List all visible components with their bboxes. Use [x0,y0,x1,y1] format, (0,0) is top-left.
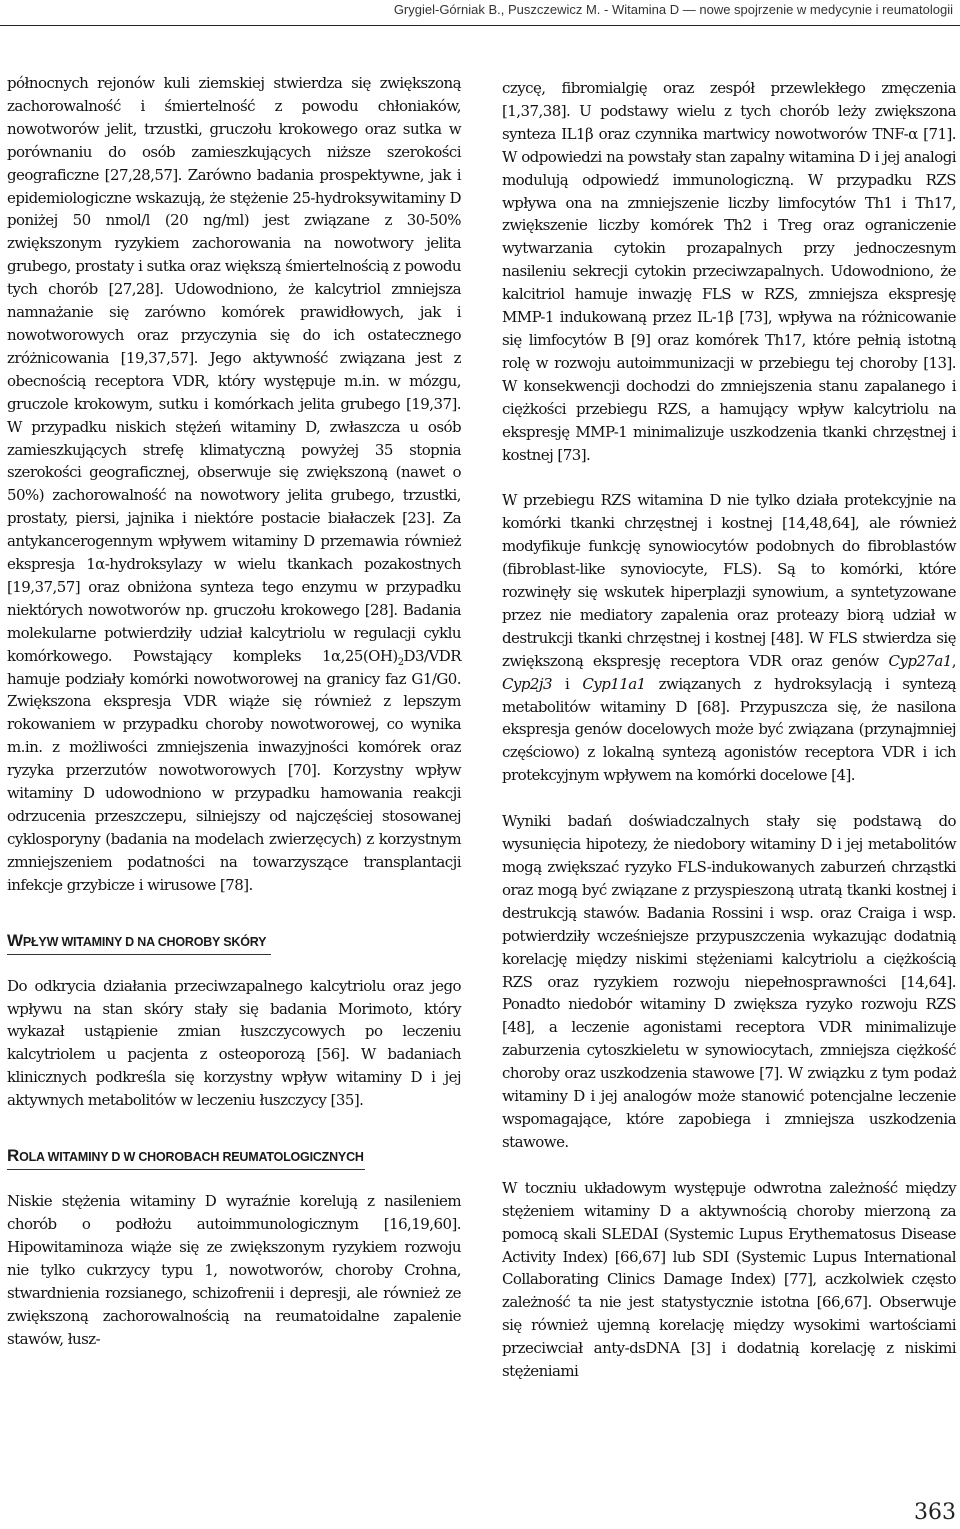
body-paragraph: Wyniki badań doświadczalnych stały się podstawą do wysunięcia hipotezy, że niedobory witaminy D i jej metabolitów mogą zwiększać ryzyko FLS-indukowanych zaburzeń chrząstki oraz mogą być związane z przyspieszoną utratą tkanki kostnej i destrukcją stawów. Badania Rossini i wsp. oraz Craiga i wsp. potwierdziły wcześniejsze przypuszczenia wykazując dodatnią korelację między niskimi stężeniami kalcytriolu a ciężkością RZS oraz ryzykiem rozwoju niepełnosprawności [14,64]. Ponadto niedobór witaminy D zwiększa ryzyko rozwoju RZS [48], a leczenie agonistami receptora VDR minimalizuje zaburzenia cytoszkieletu w synowiocytach, zmniejsza ciężkość choroby oraz uszkodzenia stawowe [7]. W związku z tym podaż witaminy D i jej analogów może stanowić potencjalne leczenie wspomagające, które zapobiega i zmniejsza uszkodzenia stawowe. [502,812,956,1151]
paragraph-text: północnych rejonów kuli ziemskiej stwierdza się zwiększoną zachorowalność i śmiertelność z powodu chłoniaków, nowotworów jelit, trzustki, gruczołu krokowego oraz sutka w porównaniu do osób zamieszkujących niższe szerokości geograficzne [27,28,57]. Zarówno badania prospektywne, jak i epidemiologiczne wskazują, że stężenie 25-hydroksywitaminy D poniżej 50 nmol/l (20 ng/ml) jest związane z 30-50% zwiększonym ryzykiem zachorowania na nowotwory jelita grubego, prostaty i sutka oraz większą śmiertelnością z powodu tych chorób [27,28]. Udowodniono, że kalcytriol zmniejsza namnażanie się zarówno komórek prawidłowych, jak i nowotworowych oraz przyczynia się do ich ostatecznego zróżnicowania [19,37,57]. Jego aktywność związana jest z obecnością receptora VDR, który występuje m.in. w mózgu, gruczole krokowym, sutku i komórkach jelita grubego [19,37]. W przypadku niskich stężeń witaminy D, zwłaszcza u osób zamieszkujących strefę klimatyczną powyżej 35 stopnia szerokości geograficznej, obserwuje się zwiększoną (nawet o 50%) zachorowalność na nowotwory jelita grubego, trzustki, prostaty, piersi, jajnika i niektóre postacie białaczek [23]. Za antykancerogennym wpływem witaminy D przemawia również ekspresja 1α-hydroksylazy w wielu tkankach pozakostnych [19,37,57] oraz obniżona synteza tego enzymu w przypadku niektórych nowotworów np. gruczołu krokowego [28]. Badania molekularne potwierdziły udział kalcytriolu w regulacji cyklu komórkowego. Powstający kompleks 1α,25(OH) [7,74,461,665]
section-heading-rheumatology [7,1146,461,1170]
body-paragraph: czycę, fibromialgię oraz zespół przewlekłego zmęczenia [1,37,38]. U podstawy wielu z tych chorób leży zwiększona synteza IL1β oraz czynnika martwicy nowotworów TNF-α [71]. W odpowiedzi na powstały stan zapalny witamina D i jej analogi modulują odpowiedź immunologiczną. W przypadku RZS wpływa ona na zmniejszenie liczby limfocytów Th1 i Th17, zwiększenie liczby komórek Th2 i Treg oraz ograniczenie wytwarzania cytokin prozapalnych przy jednoczesnym nasileniu sekrecji cytokin przeciwzapalnych. Udowodniono, że kalcitriol hamuje inwazję FLS w RZS, zmniejsza ekspresję MMP-1 indukowaną przez IL-1β [73], wpływa na różnicowanie się limfocytów B [9] oraz komórek Th17, które pełnią istotną rolę w rozwoju autoimmunizacji w przebiegu tej choroby [13]. W konsekwencji dochodzi do zmniejszenia stanu zapalanego i ciężkości przebiegu RZS, a hamujący wpływ kalcytriolu na ekspresję MMP-1 minimalizuje uszkodzenia tkanki chrzęstnej i kostnej [73]. [502,79,956,464]
gene-name: Cyp11a1 [582,674,646,693]
body-paragraph: Niskie stężenia witaminy D wyraźnie korelują z nasileniem chorób o podłożu autoimmunologicznym [16,19,60]. Hipowitaminoza wiąże się ze zwiększonym ryzykiem rozwoju nie tylko cukrzycy typu 1, nowotworów, choroby Crohna, stwardnienia rozsianego, schizofrenii i depresji, ale również ze zwiększoną zachorowalnością na reumatoidalne zapalenie stawów, łusz- [7,1192,461,1348]
paragraph-text: W przebiegu RZS witamina D nie tylko działa protekcyjnie na komórki tkanki chrzęstnej i kostnej [14,48,64], ale również modyfikuje funkcję synowiocytów podobnych do fibroblastów (fibroblast-like synoviocyte, FLS). Są to komórki, które rozwinęły się wskutek hiperplazji synowium, a syntetyzowane przez nie mediatory zapalenia oraz proteazy biorą udział w destrukcji tkanki chrzęstnej i kostnej [48]. W FLS stwierdza się zwiększoną ekspresję receptora VDR oraz genów [502,491,956,670]
separator: i [552,674,583,693]
subscript: 2 [397,656,404,668]
heading-underline [7,954,271,955]
paragraph-text: związanych z hydroksylacją i syntezą metabolitów witaminy D [68]. Przypuszcza się, że nasilona ekspresja genów docelowych może być związana (przynajmniej częściowo) z lokalną syntezą agonistów receptora VDR i ich protekcyjnym wpływem na komórki docelowe [4]. [502,674,956,785]
running-header [0,2,953,17]
running-title: Grygiel-Górniak B., Puszczewicz M. - Witamina D — nowe spojrzenie w medycynie i reumatologii [393,2,953,17]
heading-text: OLA WITAMINY D W CHOROBACH REUMATOLOGICZNYCH [19,1150,364,1165]
gene-name: Cyp27a1 [888,651,952,670]
heading-initial: W [7,930,23,950]
heading-text: PŁYW WITAMINY D NA CHOROBY SKÓRY [22,934,267,949]
paragraph-text: D3/VDR hamuje podziały komórki nowotworowej na granicy faz G1/G0. Zwiększona ekspresja VDR wiąże się również z lepszym rokowaniem w przypadku choroby nowotworowej, co wynika m.in. z możliwości zmniejszenia inwazyjności komórek oraz ryzyka przerzutów nowotworowych [70]. Korzystny wpływ witaminy D udowodniono w przypadku hamowania reakcji odrzucenia przeszczepu, silniejszy od najczęściej stosowanej cyklosporyny (badania na modelach zwierzęcych) z korzystnym zmniejszeniem podatności na towarzyszące transplantacji infekcje grzybicze i wirusowe [78]. [7,646,461,894]
left-column [7,72,461,1350]
separator: , [951,651,956,670]
body-paragraph: W toczniu układowym występuje odwrotna zależność między stężeniem witaminy D a aktywnością choroby mierzoną za pomocą skali SLEDAI (Systemic Lupus Erythematosus Disease Activity Index) [66,67] lub SDI (Systemic Lupus International Collaborating Clinics Damage Index) [77], aczkolwiek często zależność ta nie jest statystycznie istotna [66,67]. Obserwuje się również ujemną korelację między wysokimi wartościami przeciwciał anty-dsDNA [3] i dodatnią korelację z niskimi stężeniami [502,1178,956,1381]
heading-underline [7,1169,365,1170]
body-paragraph: Do odkrycia działania przeciwzapalnego kalcytriolu oraz jego wpływu na stan skóry stały się badania Morimoto, który wykazał ustąpienie zmian łuszczycowych po leczeniu kalcytriolem u pacjenta z osteoporozą [56]. W badaniach klinicznych podkreśla się korzystny wpływ witaminy D i jej aktywnych metabolitów w leczeniu łuszczycy [35]. [7,976,461,1110]
gene-name: Cyp2j3 [502,674,552,693]
section-heading-skin [7,931,461,955]
page-number: 363 [914,1500,956,1525]
body-paragraph [7,72,461,897]
body-paragraph [502,489,956,787]
right-column [502,77,956,1383]
heading-initial: R [7,1146,20,1166]
header-rule [0,25,960,26]
